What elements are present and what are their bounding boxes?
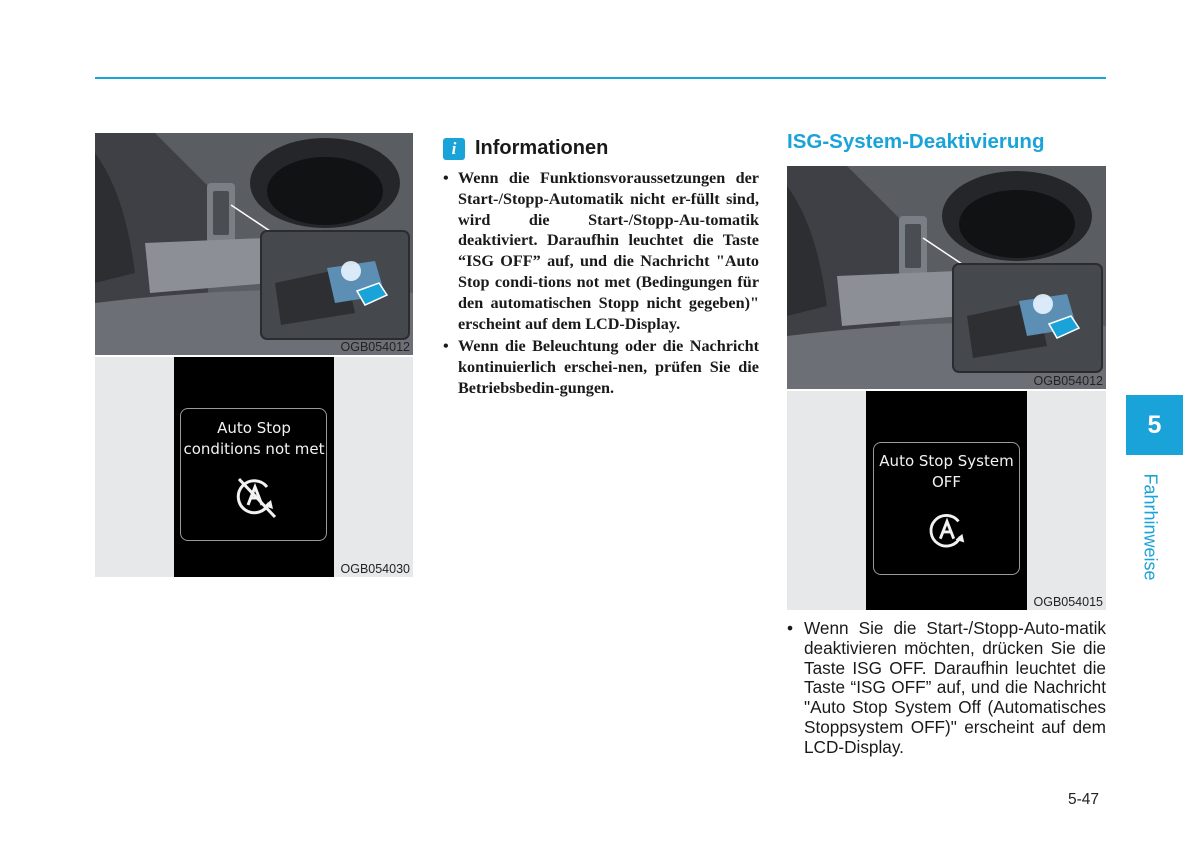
- auto-stop-icon: [924, 508, 970, 559]
- info-icon: i: [443, 138, 465, 160]
- auto-stop-crossed-icon: [231, 473, 279, 526]
- info-heading: [443, 137, 608, 160]
- lcd-message-line-1: Auto Stop: [217, 419, 291, 437]
- page-number: 5-47: [1068, 791, 1100, 808]
- chapter-label-text: Fahrhinweise: [1140, 473, 1161, 581]
- info-title: Informationen: [475, 137, 609, 159]
- header-rule: [95, 77, 1106, 79]
- figure-lcd-right: [787, 391, 1106, 610]
- console-photo: [787, 166, 1106, 389]
- info-list-item: • Wenn die Funktionsvoraussetzungen der Start-/Stopp-Automatik nicht er-füllt sind, wird die Start-/Stopp-Au-tomatik deaktiviert. Daraufhin leuchtet die Taste “ISG OFF” auf, und die Nachricht "Auto Stop condi-tions not met (Bedingungen für den automatischen Stopp nicht gegeben)" erscheint auf dem LCD-Display.: [443, 168, 759, 334]
- info-list: [443, 168, 759, 401]
- chapter-label: [1136, 462, 1164, 592]
- lcd-message-line-1: Auto Stop System: [879, 452, 1014, 470]
- info-list-item: • Wenn die Beleuchtung oder die Nachricht kontinuierlich erschei-nen, prüfen Sie die Betriebsbedin-gungen.: [443, 336, 759, 398]
- lcd-display: [174, 357, 334, 577]
- chapter-tab: 5: [1126, 395, 1183, 455]
- lcd-message-line-2: conditions not met: [183, 440, 325, 458]
- section-list: [787, 619, 1106, 758]
- figure-caption: OGB054012: [1033, 374, 1103, 388]
- figure-caption: OGB054012: [340, 340, 410, 354]
- figure-console-photo-left: [95, 133, 413, 355]
- lcd-message-line-2: OFF: [931, 473, 962, 491]
- lcd-display: [866, 391, 1027, 610]
- section-title: ISG-System-Deaktivierung: [787, 130, 1045, 153]
- section-list-item: • Wenn Sie die Start-/Stopp-Auto-matik deaktivieren möchten, drücken Sie die Taste ISG OFF. Daraufhin leuchtet die Taste “ISG OFF” auf, und die Nachricht "Auto Stop System Off (Automatisches Stoppsystem OFF)" erscheint auf dem LCD-Display.: [787, 619, 1106, 758]
- figure-caption: OGB054015: [1033, 595, 1103, 609]
- figure-caption: OGB054030: [340, 562, 410, 576]
- figure-lcd-left: [95, 357, 413, 577]
- console-photo: [95, 133, 413, 355]
- figure-console-photo-right: [787, 166, 1106, 389]
